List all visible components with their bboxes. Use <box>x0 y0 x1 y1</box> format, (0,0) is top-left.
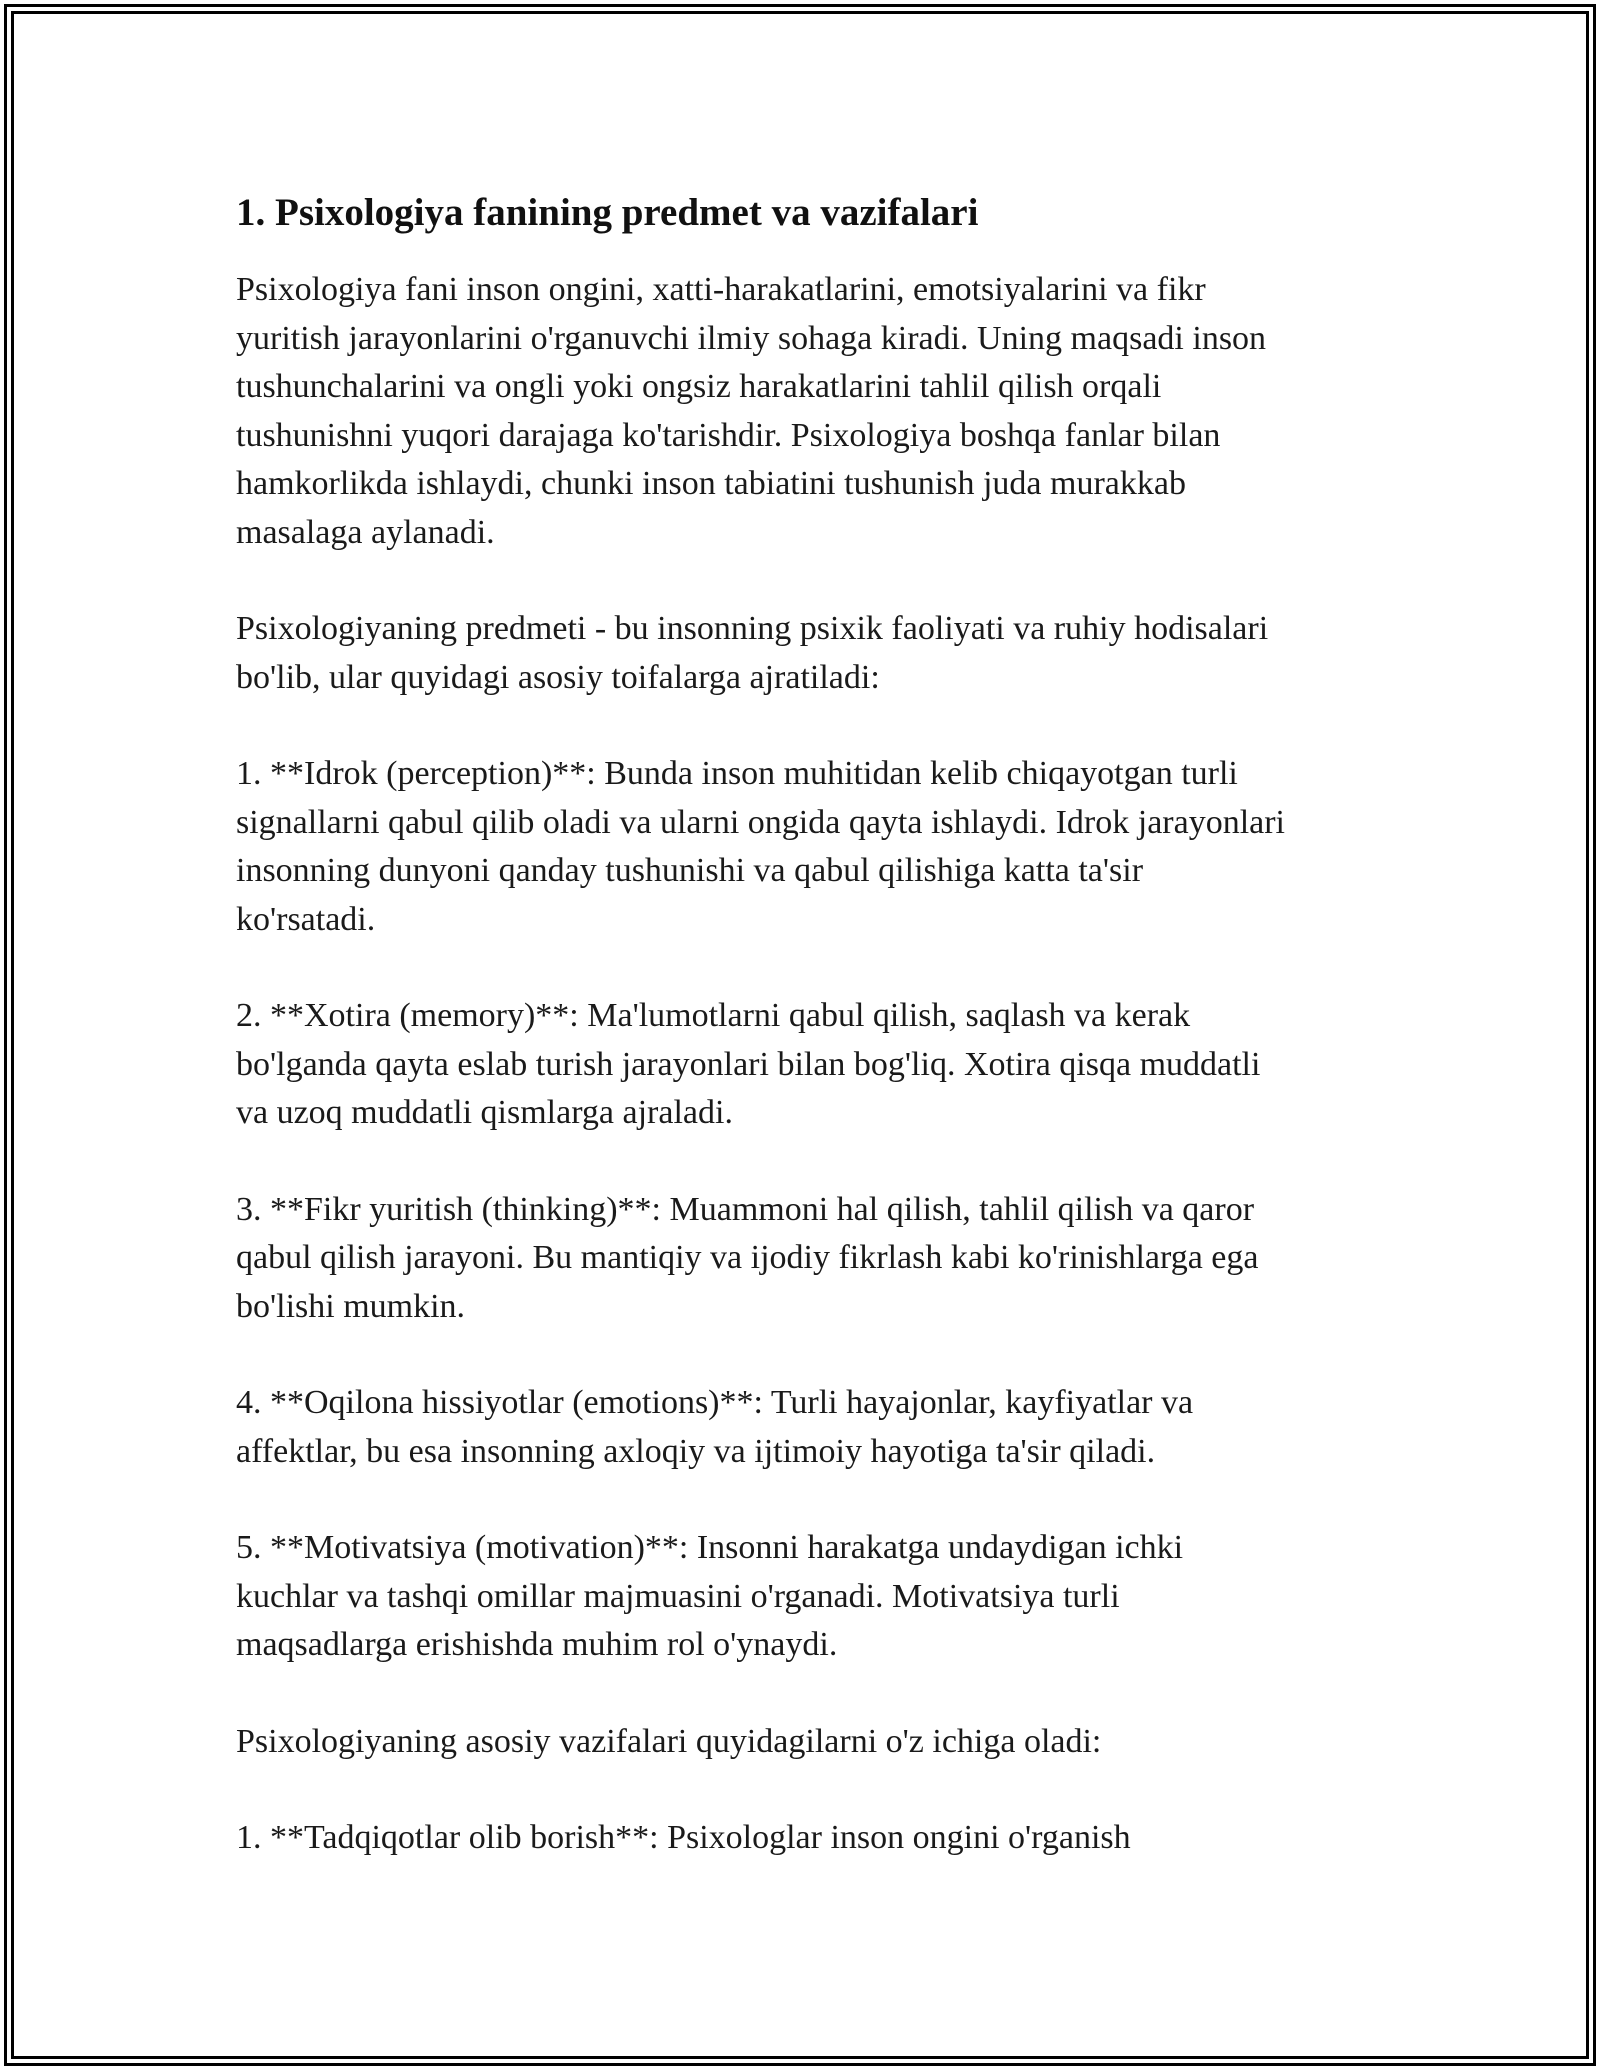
list-item-research: 1. **Tadqiqotlar olib borish**: Psixologlar inson ongini o'rganish <box>236 1819 1131 1856</box>
document-title: 1. Psixologiya fanining predmet va vazifalari <box>236 191 979 234</box>
paragraph-tasks: Psixologiyaning asosiy vazifalari quyidagilarni o'z ichiga oladi: <box>236 1722 1102 1760</box>
document-body <box>236 188 1386 1911</box>
paragraph-subject: Psixologiyaning predmeti - bu insonning psixik faoliyati va ruhiy hodisalari bo'lib, ular quyidagi asosiy toifalarga ajratiladi: <box>236 610 1269 696</box>
paragraph-intro: Psixologiya fani inson ongini, xatti-harakatlarini, emotsiyalarini va fikr yuritish jarayonlarini o'rganuvchi ilmiy sohaga kiradi. Uning maqsadi inson tushunchalarini va ongli yoki ongsiz harakatlarini tahlil qilish orqali tushunishni yuqori darajaga ko'tarishdir. Psixologiya boshqa fanlar bilan hamkorlikda ishlaydi, chunki inson tabiatini tushunish juda murakkab masalaga aylanadi. <box>236 271 1267 551</box>
list-item-memory: 2. **Xotira (memory)**: Ma'lumotlarni qabul qilish, saqlash va kerak bo'lganda qayta eslab turish jarayonlari bilan bog'liq. Xotira qisqa muddatli va uzoq muddatli qismlarga ajraladi. <box>236 997 1261 1131</box>
list-item-perception: 1. **Idrok (perception)**: Bunda inson muhitidan kelib chiqayotgan turli signallarni qabul qilib oladi va ularni ongida qayta ishlaydi. Idrok jarayonlari insonning dunyoni qanday tushunishi va qabul qilishiga katta ta'sir ko'rsatadi. <box>236 755 1286 938</box>
list-item-thinking: 3. **Fikr yuritish (thinking)**: Muammoni hal qilish, tahlil qilish va qaror qabul qilish jarayoni. Bu mantiqiy va ijodiy fikrlash kabi ko'rinishlarga ega bo'lishi mumkin. <box>236 1190 1259 1325</box>
list-item-motivation: 5. **Motivatsiya (motivation)**: Insonni harakatga undaydigan ichki kuchlar va tashqi omillar majmuasini o'rganadi. Motivatsiya turli maqsadlarga erishishda muhim rol o'ynaydi. <box>236 1529 1184 1663</box>
list-item-emotions: 4. **Oqilona hissiyotlar (emotions)**: Turli hayajonlar, kayfiyatlar va affektlar, bu esa insonning axloqiy va ijtimoiy hayotiga ta'sir qiladi. <box>236 1384 1194 1470</box>
